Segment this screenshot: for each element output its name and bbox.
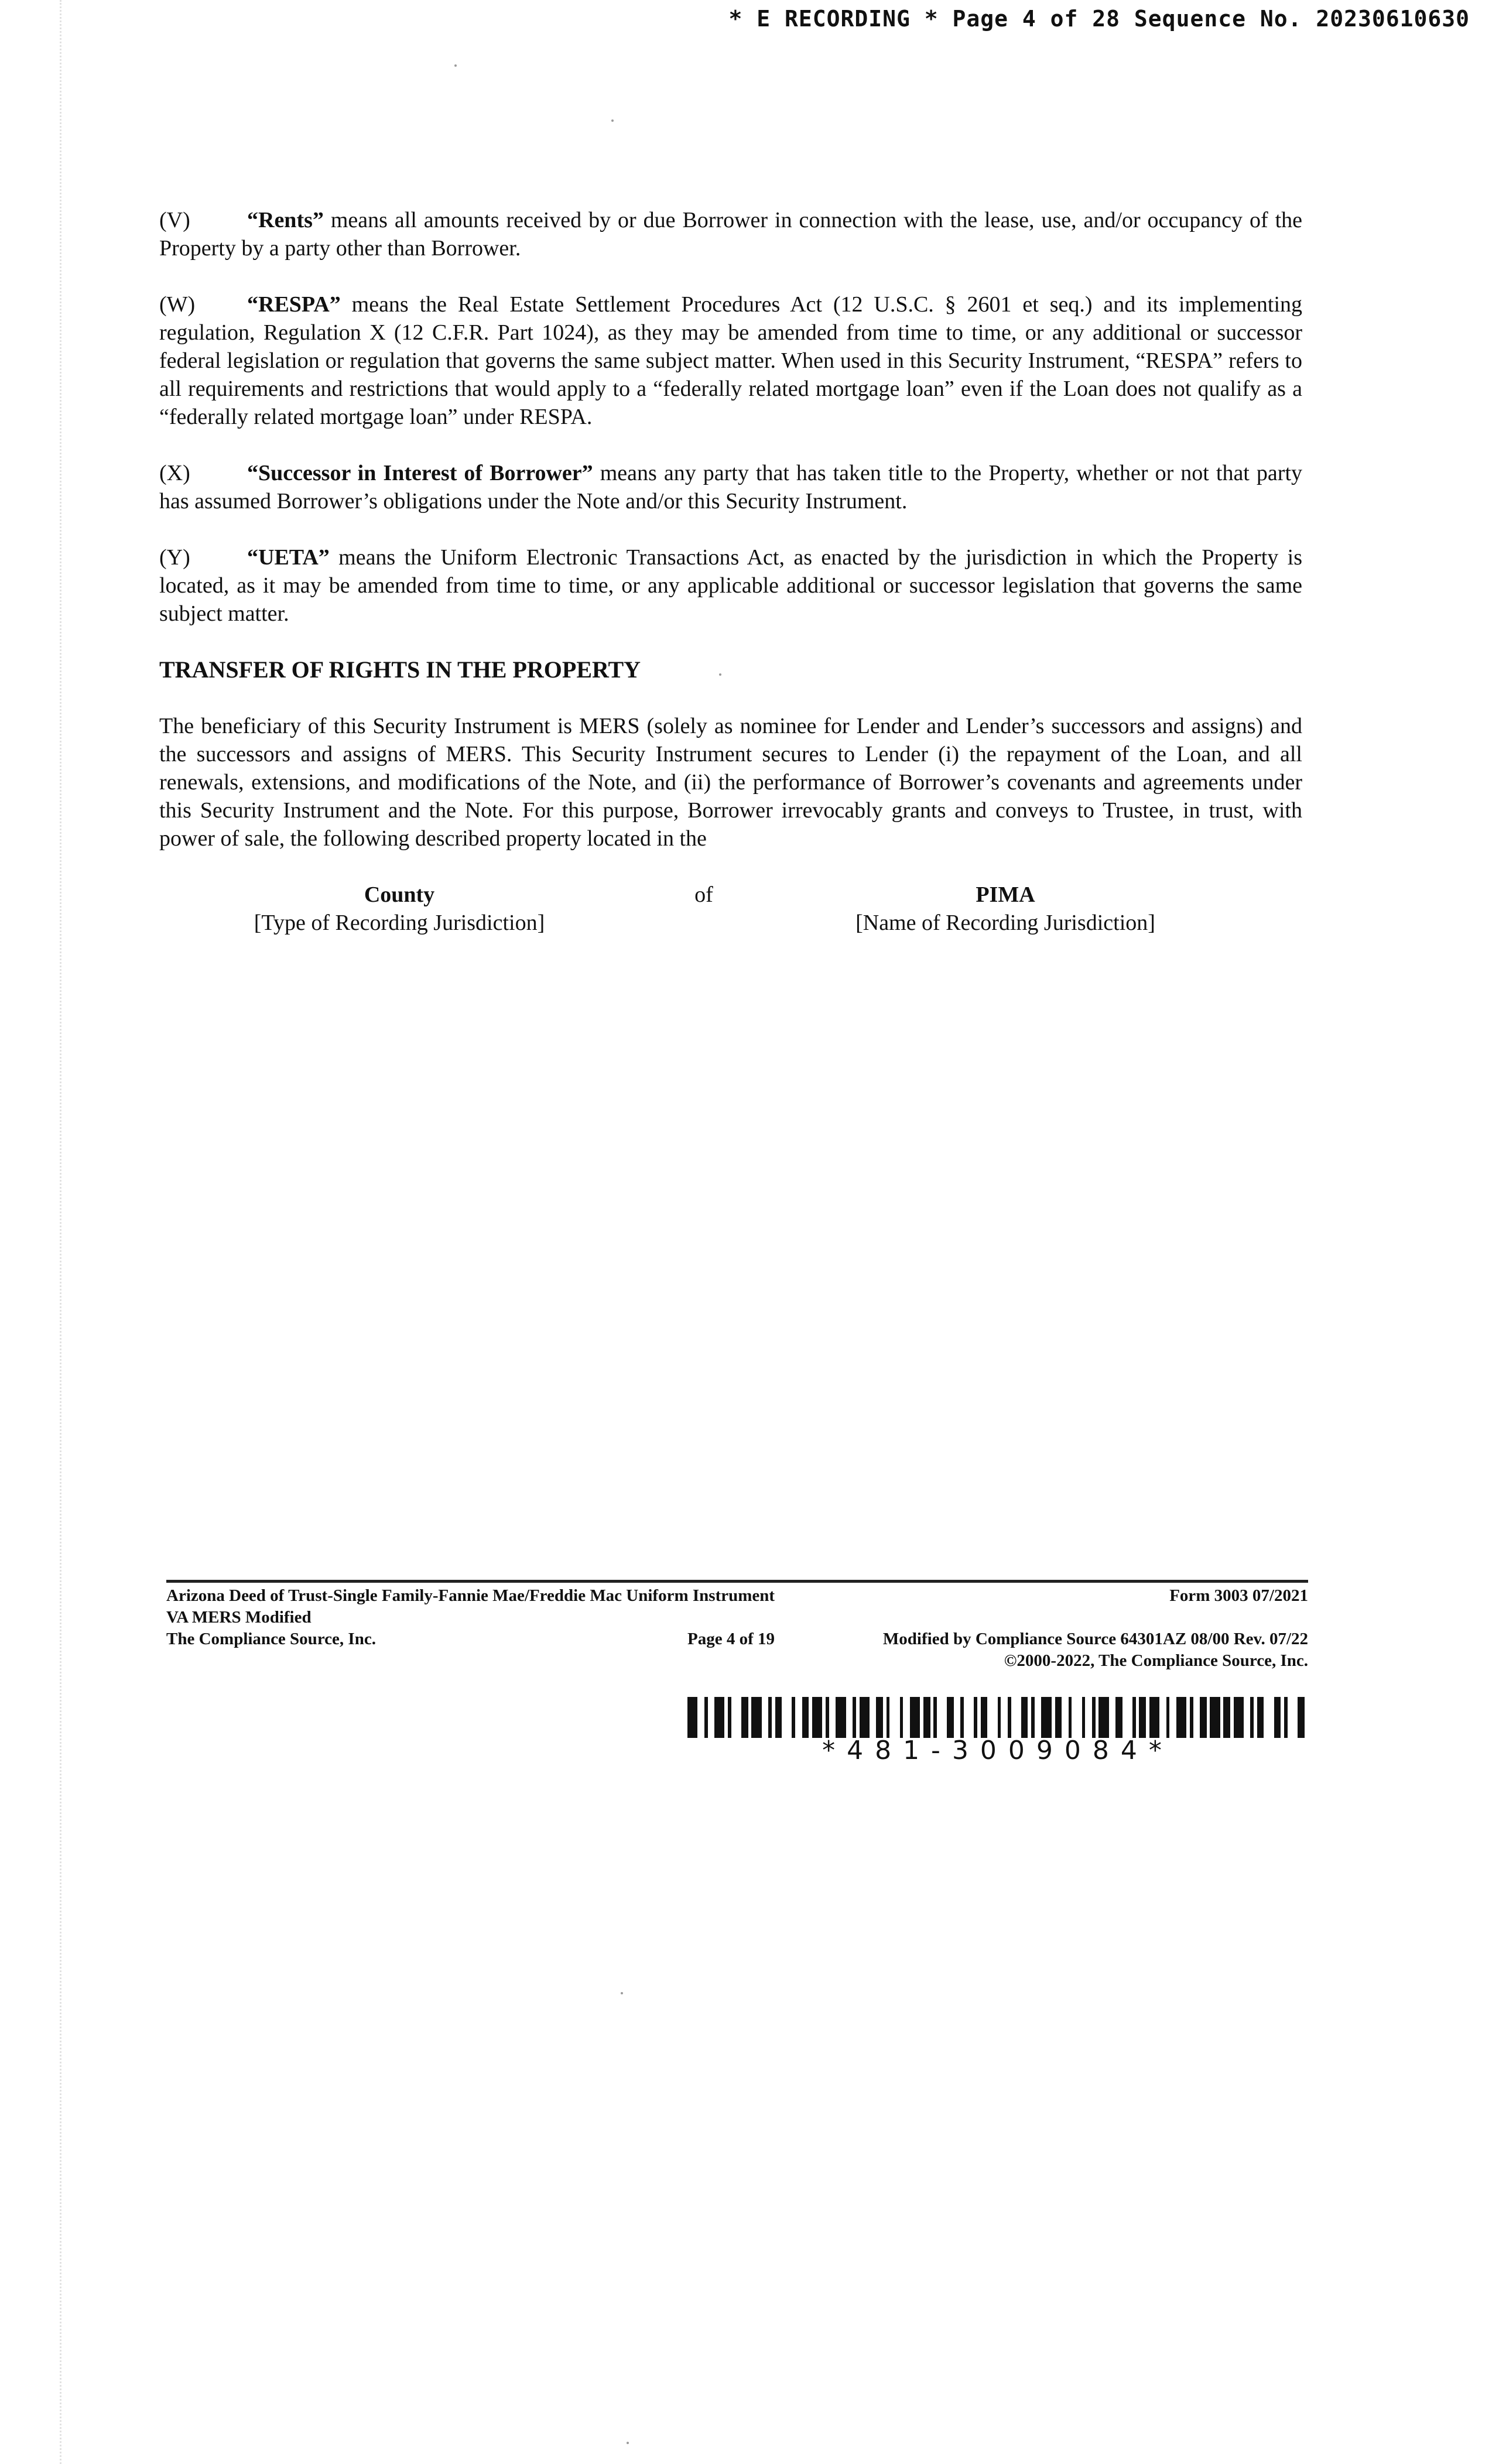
definition-x xyxy=(159,459,1302,515)
barcode-bar xyxy=(1298,1697,1305,1738)
barcode-bar xyxy=(1098,1697,1108,1738)
definition-text: means the Real Estate Settlement Procedures Act (12 U.S.C. § 2601 et seq.) and its implementing regulation, Regulation X (12 C.F.R. Part 1024), as they may be amended from time to time, or any additional or successor federal legislation or regulation that governs the same subject matter. When used in this Security Instrument, “RESPA” refers to all requirements and restrictions that would apply to a “federally related mortgage loan” even if the Loan does not qualify as a “federally related mortgage loan” under RESPA. xyxy=(159,292,1302,429)
barcode-bar xyxy=(947,1697,954,1738)
form-number: Form 3003 07/2021 xyxy=(1169,1586,1308,1605)
barcode-gap xyxy=(1011,1697,1021,1738)
barcode-bar xyxy=(714,1697,724,1738)
recording-jurisdiction xyxy=(159,881,1302,945)
barcode-gap xyxy=(1122,1697,1132,1738)
form-variant: VA MERS Modified xyxy=(166,1608,312,1627)
recording-header: * E RECORDING * Page 4 of 28 Sequence No. 20230610630 xyxy=(728,6,1470,32)
barcode-bar xyxy=(836,1697,846,1738)
barcode-gap xyxy=(964,1697,974,1738)
definition-label: (W) xyxy=(159,292,196,317)
barcode-bar xyxy=(1210,1697,1220,1738)
barcode-gap xyxy=(697,1697,704,1738)
jurisdiction-type xyxy=(235,881,563,937)
definition-term: “RESPA” xyxy=(247,292,341,317)
barcode-bar xyxy=(1176,1697,1186,1738)
barcode-gap xyxy=(1035,1697,1042,1738)
barcode-gap xyxy=(1305,1697,1308,1738)
form-title: Arizona Deed of Trust-Single Family-Fannie Mae/Freddie Mac Uniform Instrument xyxy=(166,1586,775,1605)
jurisdiction-type-caption: [Type of Recording Jurisdiction] xyxy=(254,911,545,935)
barcode-gap xyxy=(1001,1697,1008,1738)
barcode-gap xyxy=(795,1697,802,1738)
definition-text: means any party that has taken title to the Property, whether or not that party has assumed Borrower’s obligations under the Note and/or this Security Instrument. xyxy=(159,461,1302,514)
barcode-gap xyxy=(731,1697,741,1738)
footer-rule xyxy=(166,1580,1308,1583)
definition-label: (Y) xyxy=(159,545,190,570)
barcode-bar xyxy=(1021,1697,1028,1738)
scan-speck xyxy=(611,119,614,122)
barcode-gap xyxy=(1288,1697,1298,1738)
section-title: TRANSFER OF RIGHTS IN THE PROPERTY xyxy=(159,656,641,683)
barcode-gap xyxy=(708,1697,715,1738)
barcode-bar xyxy=(741,1697,748,1738)
form-page-number: Page 4 of 19 xyxy=(687,1630,775,1648)
barcode-bar xyxy=(1257,1697,1264,1738)
jurisdiction-type-value: County xyxy=(364,882,435,907)
barcode-gap xyxy=(1109,1697,1116,1738)
barcode-gap xyxy=(1062,1697,1069,1738)
jurisdiction-name xyxy=(833,881,1178,937)
barcode-text: *481-3009084* xyxy=(822,1736,1173,1765)
barcode-bar xyxy=(1274,1697,1281,1738)
definition-term: “UETA” xyxy=(247,545,330,570)
barcode-gap xyxy=(889,1697,899,1738)
barcode-bar xyxy=(802,1697,809,1738)
barcode-bar xyxy=(1149,1697,1159,1738)
document-body xyxy=(159,206,1302,945)
barcode-bar xyxy=(923,1697,930,1738)
scan-speck xyxy=(621,1992,623,1994)
barcode-gap xyxy=(937,1697,947,1738)
barcode-gap xyxy=(954,1697,961,1738)
jurisdiction-name-caption: [Name of Recording Jurisdiction] xyxy=(855,911,1155,935)
definition-text: means the Uniform Electronic Transactions Act, as enacted by the jurisdiction in which the Property is located, as it may be amended from time to time, or any applicable additional or successor legislation that governs the same subject matter. xyxy=(159,545,1302,626)
form-modified-note: Modified by Compliance Source 64301AZ 08/00 Rev. 07/22 xyxy=(882,1630,1308,1648)
barcode-bar xyxy=(687,1697,697,1738)
definition-term: “Successor in Interest of Borrower” xyxy=(247,461,593,485)
barcode-gap xyxy=(1072,1697,1082,1738)
definition-text: means all amounts received by or due Borrower in connection with the lease, use, and/or occupancy of the Property by a party other than Borrower. xyxy=(159,208,1302,261)
document-barcode xyxy=(687,1697,1308,1765)
barcode-bar xyxy=(910,1697,920,1738)
scan-speck xyxy=(627,2442,629,2444)
barcode-bar xyxy=(1139,1697,1146,1738)
jurisdiction-name-value: PIMA xyxy=(976,882,1035,907)
barcode-gap xyxy=(1085,1697,1092,1738)
barcode-bar xyxy=(1115,1697,1122,1738)
definition-v xyxy=(159,206,1302,262)
definition-label: (X) xyxy=(159,461,190,485)
barcode-bar xyxy=(1041,1697,1051,1738)
definition-y xyxy=(159,543,1302,628)
barcode-bar xyxy=(860,1697,870,1738)
barcode-gap xyxy=(1264,1697,1274,1738)
barcode-gap xyxy=(1169,1697,1176,1738)
barcode-bar xyxy=(775,1697,782,1738)
barcode-gap xyxy=(870,1697,877,1738)
form-publisher: The Compliance Source, Inc. xyxy=(166,1630,376,1648)
barcode-gap xyxy=(1244,1697,1251,1738)
form-copyright: ©2000-2022, The Compliance Source, Inc. xyxy=(1004,1651,1308,1670)
barcode-bar xyxy=(981,1697,988,1738)
definition-label: (V) xyxy=(159,208,190,232)
barcode-gap xyxy=(762,1697,769,1738)
form-footer xyxy=(166,1580,1308,1672)
definition-w xyxy=(159,290,1302,431)
barcode-gap xyxy=(1159,1697,1166,1738)
scan-edge-line xyxy=(60,0,61,2464)
barcode-gap xyxy=(903,1697,910,1738)
barcode-bar xyxy=(1234,1697,1244,1738)
barcode-bar xyxy=(1055,1697,1062,1738)
scan-speck xyxy=(454,64,457,67)
barcode-bar xyxy=(812,1697,822,1738)
barcode-bar xyxy=(1200,1697,1207,1738)
transfer-paragraph: The beneficiary of this Security Instrument is MERS (solely as nominee for Lender and Lender’s successors and assigns) and the successors and assigns of MERS. This Security Instrument secures to Lender (i) the repayment of the Loan, and all renewals, extensions, and modifications of the Note, and (ii) the performance of Borrower’s covenants and agreements under this Security Instrument and the Note. For this purpose, Borrower irrevocably grants and conveys to Trustee, in trust, with power of sale, the following described property located in the xyxy=(159,714,1302,851)
definition-term: “Rents” xyxy=(247,208,324,232)
barcode-gap xyxy=(846,1697,853,1738)
barcode-gap xyxy=(782,1697,792,1738)
jurisdiction-connector: of xyxy=(694,882,713,907)
barcode-bars xyxy=(687,1697,1308,1738)
barcode-gap xyxy=(829,1697,836,1738)
barcode-bar xyxy=(876,1697,883,1738)
barcode-gap xyxy=(1193,1697,1200,1738)
barcode-bar xyxy=(1223,1697,1230,1738)
barcode-bar xyxy=(751,1697,761,1738)
barcode-gap xyxy=(987,1697,997,1738)
